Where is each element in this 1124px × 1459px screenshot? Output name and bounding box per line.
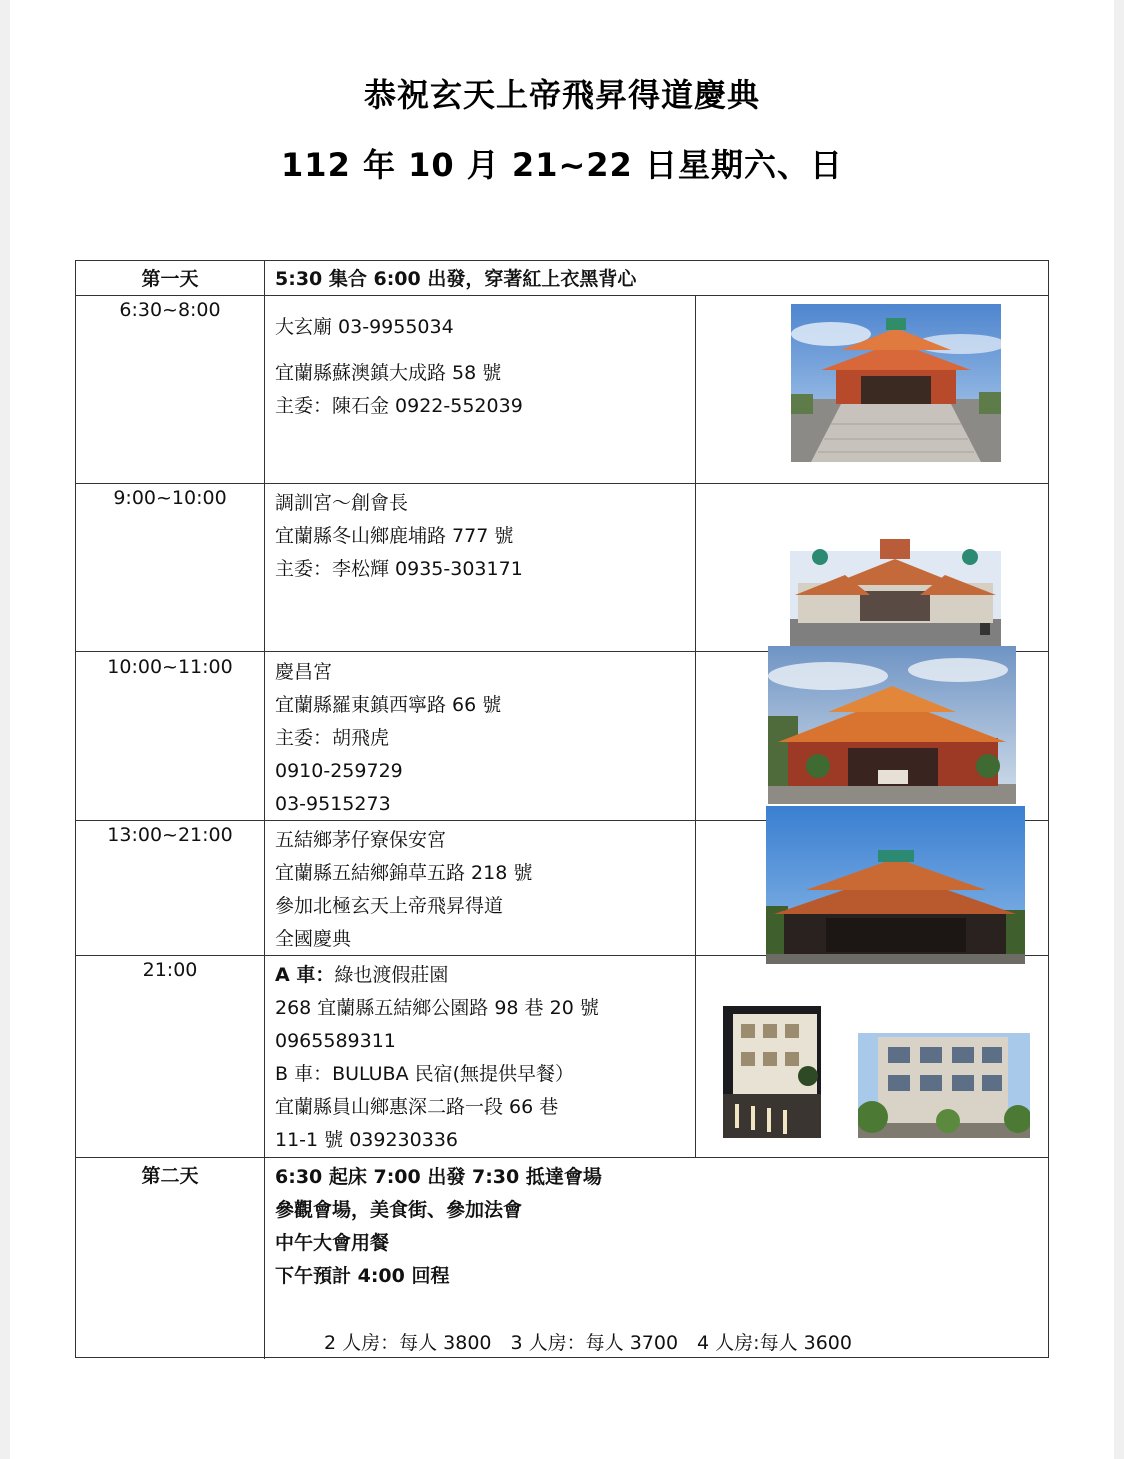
- row-divider: [76, 483, 1048, 484]
- stop-line: 全國慶典: [275, 928, 352, 950]
- stop-line: 五結鄉茅仔寮保安宮: [275, 829, 447, 851]
- stop-time: 9:00~10:00: [113, 487, 227, 509]
- car-a-name: 綠也渡假莊園: [334, 964, 449, 986]
- day2-line: 6:30 起床 7:00 出發 7:30 抵達會場: [275, 1166, 602, 1188]
- column-divider: [264, 261, 265, 1359]
- lodging-photo: [858, 1033, 1030, 1138]
- car-a-label: A 車：: [275, 964, 335, 986]
- lodging-line: 268 宜蘭縣五結鄉公園路 98 巷 20 號: [275, 997, 599, 1019]
- stop-line: 宜蘭縣冬山鄉鹿埔路 777 號: [275, 525, 514, 547]
- stop-line: 主委：陳石金 0922-552039: [275, 395, 523, 417]
- day2-schedule: [275, 1161, 602, 1293]
- stop-time: 13:00~21:00: [107, 824, 233, 846]
- column-divider: [695, 295, 696, 1157]
- lodging-photo: [723, 1006, 821, 1138]
- stop-line: 慶昌宮: [275, 661, 333, 683]
- day1-label: 第一天: [141, 268, 199, 290]
- stop-details: [275, 487, 523, 586]
- lodging-time: 21:00: [142, 959, 198, 981]
- stop-line: 主委：胡飛虎: [275, 727, 390, 749]
- lodging-line: 0965589311: [275, 1030, 396, 1052]
- day2-line: 下午預計 4:00 回程: [275, 1265, 450, 1287]
- temple-photo: [768, 646, 1016, 804]
- stop-line: 參加北極玄天上帝飛昇得道: [275, 895, 504, 917]
- stop-line: 宜蘭縣羅東鎮西寧路 66 號: [275, 694, 502, 716]
- stop-details: [275, 311, 523, 423]
- temple-photo: [766, 806, 1025, 964]
- stop-line: 0910-259729: [275, 760, 403, 782]
- row-divider: [76, 295, 1048, 296]
- lodging-details: [275, 959, 599, 1157]
- stop-line: 宜蘭縣蘇澳鎮大成路 58 號: [275, 362, 502, 384]
- day2-label: 第二天: [141, 1165, 199, 1187]
- stop-time: 10:00~11:00: [107, 656, 233, 678]
- room-prices: 2 人房：每人 3800 3 人房：每人 3700 4 人房:每人 3600: [324, 1332, 852, 1354]
- page-subtitle: 112 年 10 月 21~22 日星期六、日: [281, 146, 843, 184]
- page-title: 恭祝玄天上帝飛昇得道慶典: [363, 76, 760, 114]
- day2-line: 參觀會場，美食街、參加法會: [275, 1199, 523, 1221]
- day1-note: 5:30 集合 6:00 出發，穿著紅上衣黑背心: [275, 268, 637, 290]
- stop-details: [275, 656, 501, 821]
- stop-line: 大玄廟 03-9955034: [275, 316, 454, 338]
- lodging-line: 宜蘭縣員山鄉惠深二路一段 66 巷: [275, 1096, 559, 1118]
- temple-photo: [790, 511, 1001, 647]
- stop-details: [275, 824, 532, 956]
- stop-line: 03-9515273: [275, 793, 391, 815]
- stop-line: 宜蘭縣五結鄉錦草五路 218 號: [275, 862, 533, 884]
- day2-line: 中午大會用餐: [275, 1232, 390, 1254]
- stop-time: 6:30~8:00: [119, 299, 221, 321]
- row-divider: [76, 1157, 1048, 1158]
- lodging-line: 11-1 號 039230336: [275, 1129, 458, 1151]
- temple-photo: [791, 304, 1001, 462]
- stop-line: 調訓宮～創會長: [275, 492, 409, 514]
- stop-line: 主委：李松輝 0935-303171: [275, 558, 523, 580]
- lodging-line: B 車：BULUBA 民宿(無提供早餐）: [275, 1063, 575, 1085]
